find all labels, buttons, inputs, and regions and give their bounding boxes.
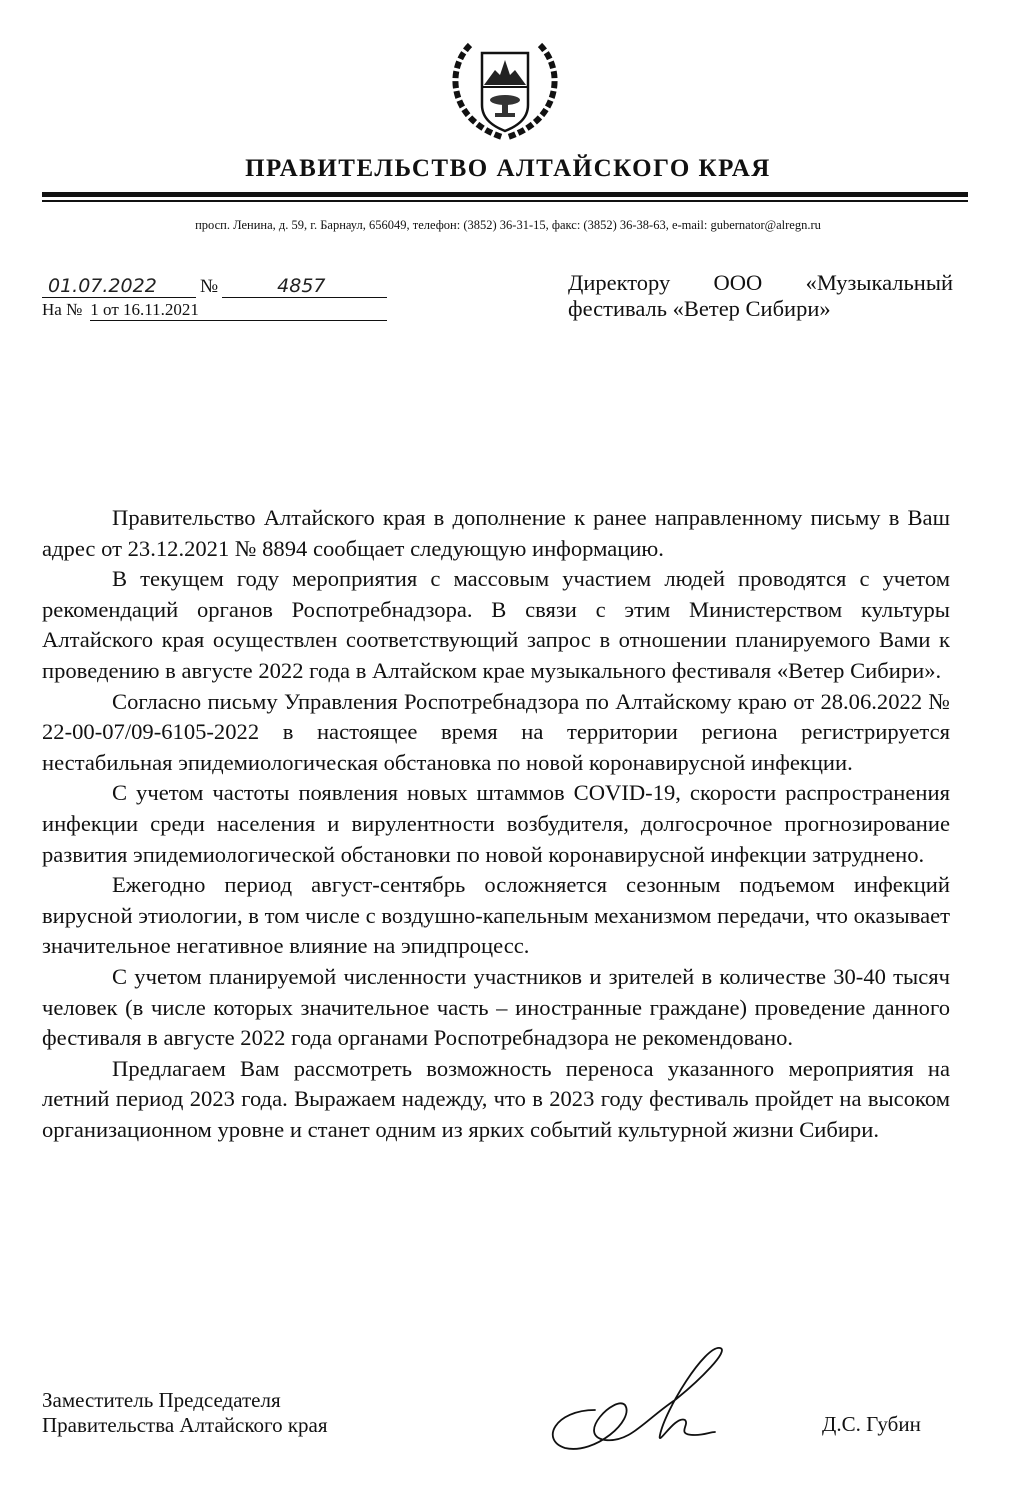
body-paragraph: Правительство Алтайского края в дополнение к ранее направленному письму в Ваш адрес от 23.12.2021 № 8894 сообщает следующую информацию. [42, 505, 950, 561]
recipient-line: Директору ООО «Музыкальный [568, 270, 953, 295]
letter-body [42, 503, 950, 1145]
body-paragraph: Ежегодно период август-сентябрь осложняется сезонным подъемом инфекций вирусной этиологии, в том числе с воздушно-капельным механизмом передачи, что оказывает значительное негативное влияние на эпидпроцесс. [42, 872, 950, 959]
signatory-title [42, 1388, 328, 1438]
recipient-line: фестиваль «Ветер Сибири» [568, 296, 831, 321]
header-divider-thin [42, 200, 968, 202]
header-divider-thick [42, 192, 968, 197]
registration-number: 4857 [222, 275, 387, 298]
reply-reference: 1 от 16.11.2021 [90, 300, 387, 321]
body-paragraph: С учетом планируемой численности участников и зрителей в количестве 30-40 тысяч человек (в числе которых значительное часть – иностранные граждане) проведение данного фестиваля в августе 2022 года органами Роспотребнадзора не рекомендовано. [42, 963, 950, 1051]
organization-address: просп. Ленина, д. 59, г. Барнаул, 656049, телефон: (3852) 36-31-15, факс: (3852) 36-38-63, e-mail: gubernator@alregn.ru [195, 218, 821, 232]
recipient-block [568, 270, 953, 322]
coat-of-arms-emblem [440, 25, 570, 145]
signatory-title-line: Заместитель Председателя [42, 1388, 281, 1412]
registration-date: 01.07.2022 [42, 275, 196, 298]
body-paragraph: Согласно письму Управления Роспотребнадзора по Алтайскому краю от 28.06.2022 № 22-00-07/09-6105-2022 в настоящее время на территории региона регистрируется нестабильная эпидемиологическая обстановка по новой коронавирусной инфекции. [42, 688, 950, 775]
body-paragraph: С учетом частоты появления новых штаммов COVID-19, скорости распространения инфекции среди населения и вирулентности возбудителя, долгосрочное прогнозирование развития эпидемиологической обстановки по новой коронавирусной инфекции затруднено. [42, 780, 950, 867]
body-paragraph: Предлагаем Вам рассмотреть возможность переноса указанного мероприятия на летний период 2023 года. Выражаем надежду, что в 2023 году фестиваль пройдет на высоком организационном уровне и станет одним из ярких событий культурной жизни Сибири. [42, 1055, 950, 1142]
signatory-name: Д.С. Губин [822, 1412, 921, 1436]
handwritten-signature [535, 1340, 745, 1460]
registration-block [42, 272, 387, 321]
body-paragraph: В текущем году мероприятия с массовым участием людей проводятся с учетом рекомендаций органов Роспотребнадзора. В связи с этим Министерством культуры Алтайского края осуществлен соответствующий запрос в отношении планируемого Вами к проведению в августе 2022 года в Алтайском крае музыкального фестиваля «Ветер Сибири». [42, 566, 950, 683]
number-label: № [200, 276, 219, 297]
signatory-title-line: Правительства Алтайского края [42, 1413, 328, 1437]
organization-title: ПРАВИТЕЛЬСТВО АЛТАЙСКОГО КРАЯ [245, 155, 771, 182]
reply-label: На № [42, 300, 83, 319]
